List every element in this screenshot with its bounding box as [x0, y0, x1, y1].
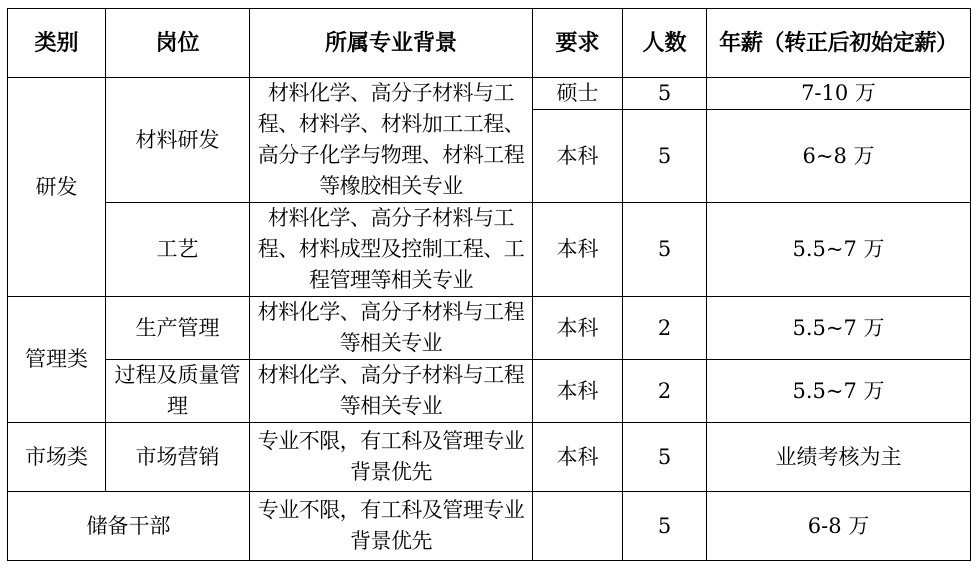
- requirement-cell: 本科: [533, 203, 623, 297]
- count-cell: 5: [623, 492, 707, 561]
- major-cell: 专业不限，有工科及管理专业背景优先: [250, 423, 533, 492]
- position-cell: 材料研发: [106, 78, 250, 203]
- salary-cell: 6~8 万: [707, 110, 971, 203]
- major-cell: 材料化学、高分子材料与工程等相关专业: [250, 360, 533, 423]
- table-row: [8, 423, 971, 492]
- count-cell: 5: [623, 423, 707, 492]
- header-major: 所属专业背景: [250, 9, 533, 78]
- requirement-cell: 本科: [533, 110, 623, 203]
- requirement-cell: [533, 492, 623, 561]
- category-cell: 管理类: [8, 297, 106, 423]
- salary-cell: 5.5~7 万: [707, 360, 971, 423]
- table-row: [8, 360, 971, 423]
- requirement-cell: 硕士: [533, 78, 623, 110]
- count-cell: 5: [623, 203, 707, 297]
- header-row: [8, 9, 971, 78]
- table-row: [8, 492, 971, 561]
- count-cell: 5: [623, 78, 707, 110]
- major-cell: 材料化学、高分子材料与工程等相关专业: [250, 297, 533, 360]
- count-cell: 2: [623, 360, 707, 423]
- position-cell: 工艺: [106, 203, 250, 297]
- major-cell: 材料化学、高分子材料与工程、材料学、材料加工工程、高分子化学与物理、材料工程等橡胶相关专业: [250, 78, 533, 203]
- header-count: 人数: [623, 9, 707, 78]
- major-cell: 材料化学、高分子材料与工程、材料成型及控制工程、工程管理等相关专业: [250, 203, 533, 297]
- header-category: 类别: [8, 9, 106, 78]
- table-row: [8, 78, 971, 110]
- recruitment-table: [7, 8, 971, 561]
- position-cell: 市场营销: [106, 423, 250, 492]
- salary-cell: 5.5~7 万: [707, 203, 971, 297]
- header-requirement: 要求: [533, 9, 623, 78]
- salary-cell: 7-10 万: [707, 78, 971, 110]
- category-cell: 储备干部: [8, 492, 250, 561]
- header-position: 岗位: [106, 9, 250, 78]
- position-cell: 过程及质量管理: [106, 360, 250, 423]
- requirement-cell: 本科: [533, 297, 623, 360]
- salary-cell: 业绩考核为主: [707, 423, 971, 492]
- count-cell: 5: [623, 110, 707, 203]
- salary-cell: 6-8 万: [707, 492, 971, 561]
- position-cell: 生产管理: [106, 297, 250, 360]
- header-salary: 年薪（转正后初始定薪）: [707, 9, 971, 78]
- requirement-cell: 本科: [533, 360, 623, 423]
- requirement-cell: 本科: [533, 423, 623, 492]
- count-cell: 2: [623, 297, 707, 360]
- table-row: [8, 203, 971, 297]
- salary-cell: 5.5~7 万: [707, 297, 971, 360]
- table-row: [8, 297, 971, 360]
- category-cell: 研发: [8, 78, 106, 297]
- category-cell: 市场类: [8, 423, 106, 492]
- major-cell: 专业不限，有工科及管理专业背景优先: [250, 492, 533, 561]
